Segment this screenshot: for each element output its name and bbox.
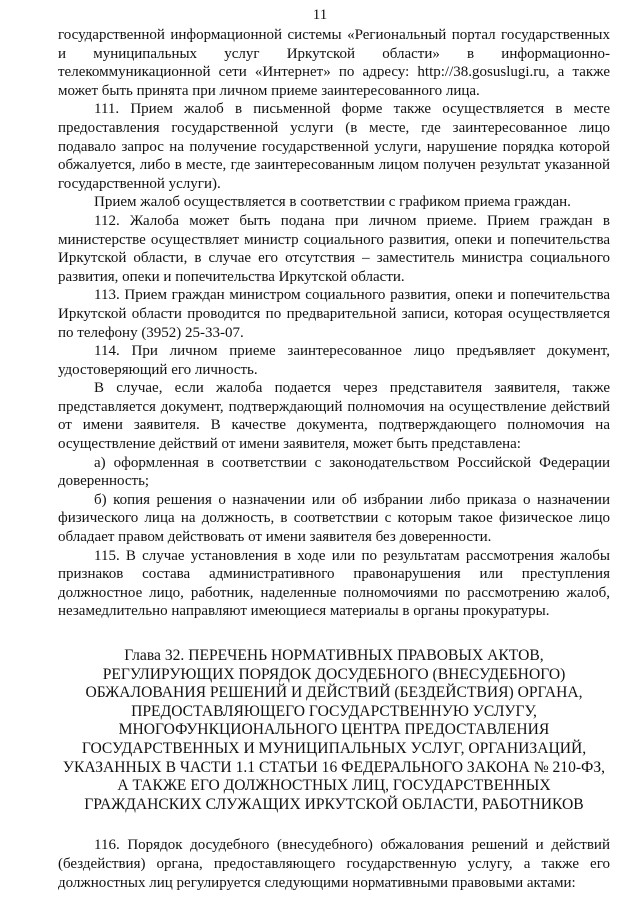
paragraph-112: 112. Жалоба может быть подана при личном приеме. Прием граждан в министерстве осуществляет министр социального развития, опеки и попечительства Иркутской области, в случае его отсутствия – заместитель министра социального развития, опеки и попечительства Иркутской области. <box>58 212 610 285</box>
paragraph-item-b: б) копия решения о назначении или об избрании либо приказа о назначении физического лица на должность, в соответствии с которым такое физическое лицо обладает правом действовать от имени заявителя без доверенности. <box>58 491 610 546</box>
paragraph-continuation: государственной информационной системы «Региональный портал государственных и муниципальных услуг Иркутской области» в информационно-телекоммуникационной сети «Интернет» по адресу: http://38.gosuslugi.ru, а также может быть принята при личном приеме заинтересованного лица. <box>58 27 610 99</box>
paragraph-116: 116. Порядок досудебного (внесудебного) обжалования решений и действий (бездействия) органа, предоставляющего государственную услугу, а также его должностных лиц регулируется следующими нормативными правовыми актами: <box>58 837 610 891</box>
document-body <box>58 26 610 892</box>
paragraph-114: 114. При личном приеме заинтересованное лицо предъявляет документ, удостоверяющий его личность. <box>58 343 610 378</box>
paragraph-representative: В случае, если жалоба подается через представителя заявителя, также представляется документ, подтверждающий полномочия на осуществление действий от имени заявителя. В качестве документа, подтверждающего полномочия на осуществление действий от имени заявителя, может быть представлена: <box>58 380 610 453</box>
scan-artifact <box>58 899 148 903</box>
paragraph-113: 113. Прием граждан министром социального развития, опеки и попечительства Иркутской области проводится по предварительной записи, которая осуществляется по телефону (3952) 25-33-07. <box>58 287 610 341</box>
chapter-heading: Глава 32. ПЕРЕЧЕНЬ НОРМАТИВНЫХ ПРАВОВЫХ АКТОВ, РЕГУЛИРУЮЩИХ ПОРЯДОК ДОСУДЕБНОГО (ВНЕСУДЕБНОГО) ОБЖАЛОВАНИЯ РЕШЕНИЙ И ДЕЙСТВИЙ (БЕЗДЕЙСТВИЯ) ОРГАНА, ПРЕДОСТАВЛЯЮЩЕГО ГОСУДАРСТВЕННУЮ УСЛУГУ, МНОГОФУНКЦИОНАЛЬНОГО ЦЕНТРА ПРЕДОСТАВЛЕНИЯ ГОСУДАРСТВЕННЫХ И МУНИЦИПАЛЬНЫХ УСЛУГ, ОРГАНИЗАЦИЙ, УКАЗАННЫХ В ЧАСТИ 1.1 СТАТЬИ 16 ФЕДЕРАЛЬНОГО ЗАКОНА № 210-ФЗ, А ТАКЖЕ ЕГО ДОЛЖНОСТНЫХ ЛИЦ, ГОСУДАРСТВЕННЫХ ГРАЖДАНСКИХ СЛУЖАЩИХ ИРКУТСКОЙ ОБЛАСТИ, РАБОТНИКОВ <box>62 647 606 813</box>
paragraph-schedule: Прием жалоб осуществляется в соответствии с графиком приема граждан. <box>94 194 571 211</box>
paragraph-111: 111. Прием жалоб в письменной форме также осуществляется в месте предоставления государственной услуги (в месте, где заинтересованное лицо подавало запрос на получение государственной услуги, нарушение порядка которой обжалуется, либо в месте, где заинтересованным лицом получен результат указанной государственной услуги). <box>58 101 610 192</box>
paragraph-115: 115. В случае установления в ходе или по результатам рассмотрения жалобы признаков состава административного правонарушения или преступления должностное лицо, работник, наделенные полномочиями по рассмотрению жалоб, незамедлительно направляют имеющиеся материалы в органы прокуратуры. <box>58 547 610 620</box>
page-number: 11 <box>312 7 328 23</box>
paragraph-item-a: а) оформленная в соответствии с законодательством Российской Федерации доверенность; <box>58 454 610 490</box>
